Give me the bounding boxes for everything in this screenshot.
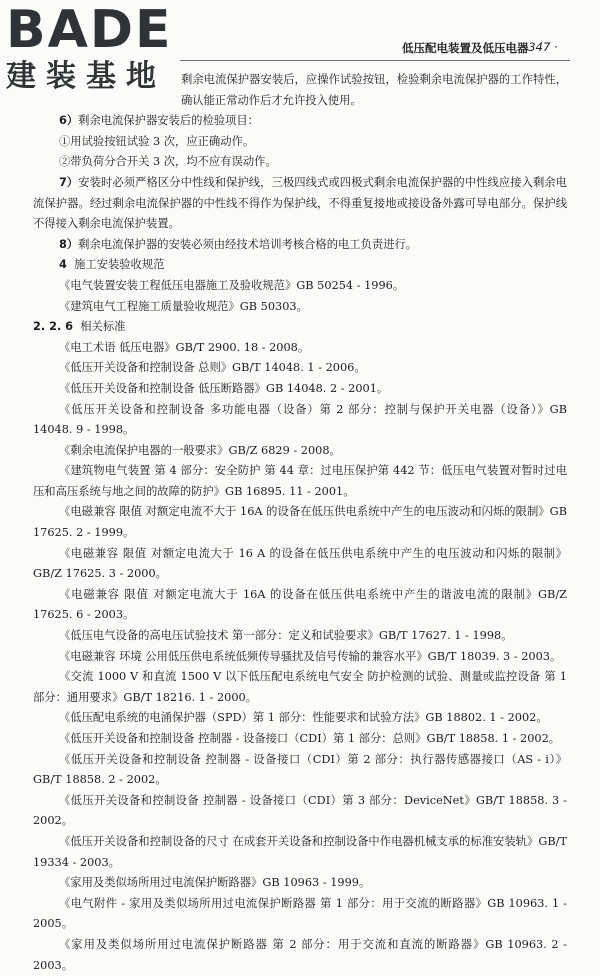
standard-ref: 《电磁兼容 限值 对额定电流大于 16 A 的设备在低压供电系统中产生的电压波动和闪烁的限制》GB/Z 17625. 3 - 2000。 bbox=[33, 546, 567, 581]
standard-ref: 《电工术语 低压电器》GB/T 2900. 18 - 2008。 bbox=[59, 340, 310, 354]
standard-ref: 《低压配电系统的电涌保护器（SPD）第 1 部分：性能要求和试验方法》GB 18802. 1 - 2002。 bbox=[59, 711, 548, 725]
standard-ref: 《电磁兼容 限值 对额定电流大于 16A 的设备在低压供电系统中产生的谐波电流的限制》GB/Z 17625. 6 - 2003。 bbox=[33, 587, 567, 622]
standard-ref: 《低压开关设备和控制设备 控制器 - 设备接口（CDI）第 3 部分：DeviceNet》GB/T 18858. 3 - 2002。 bbox=[33, 793, 567, 828]
standard-ref: 《家用及类似场所用过电流保护断路器 第 2 部分：用于交流和直流的断路器》GB 10963. 2 - 2003。 bbox=[33, 937, 567, 972]
paragraph-6-2: ②带负荷分合开关 3 次，均不应有误动作。 bbox=[59, 155, 277, 169]
item-number: 8） bbox=[59, 237, 79, 251]
standard-ref: 《交流 1000 V 和直流 1500 V 以下低压配电系统电气安全 防护检测的试验、测量或监控设备 第 1 部分：通用要求》GB/T 18216. 1 - 2000。 bbox=[33, 670, 567, 704]
paragraph-6: 6）剩余电流保护器安装后的检验项目： bbox=[59, 114, 259, 128]
item-number: 6） bbox=[59, 114, 79, 128]
paragraph-8: 8）剩余电流保护器的安装必须由经技术培训考核合格的电工负责进行。 bbox=[59, 237, 418, 251]
header-rule bbox=[180, 60, 570, 61]
paragraph-intro: 剩余电流保护器安装后，应操作试验按钮，检验剩余电流保护器的工作特性，确认能正常动作后才允许投入使用。 bbox=[181, 73, 567, 107]
logo-subtitle: 建装基地 bbox=[6, 59, 166, 94]
standard-ref: 《电气附件 - 家用及类似场所用过电流保护断路器 第 1 部分：用于交流的断路器》GB 10963. 1 - 2005。 bbox=[33, 896, 567, 931]
standard-ref: 《家用及类似场所用过电流保护断路器》GB 10963 - 1999。 bbox=[59, 876, 371, 890]
paragraph-6-1: ①用试验按钮试验 3 次，应正确动作。 bbox=[59, 134, 255, 148]
standard-ref: 《电磁兼容 环境 公用低压供电系统低频传导骚扰及信号传输的兼容水平》GB/T 18039. 3 - 2003。 bbox=[59, 649, 562, 663]
standard-ref: 《建筑电气工程施工质量验收规范》GB 50303。 bbox=[59, 299, 308, 313]
standard-ref: 《低压开关设备和控制设备 总则》GB/T 14048. 1 - 2006。 bbox=[59, 361, 366, 375]
page-body bbox=[33, 70, 567, 976]
standard-ref: 《低压开关设备和控制设备 控制器 - 设备接口（CDI）第 1 部分：总则》GB/T 18858. 1 - 2002。 bbox=[59, 732, 561, 745]
standard-ref: 《低压开关设备和控制设备的尺寸 在成套开关设备和控制设备中作电器机械支承的标准安装轨》GB/T 19334 - 2003。 bbox=[33, 834, 567, 869]
page-number: · 347 · bbox=[521, 40, 558, 54]
standard-ref: 《建筑物电气装置 第 4 部分：安全防护 第 44 章：过电压保护第 442 节：低压电气装置对暂时过电压和高压系统与地之间的故障的防护》GB 16895. 11 - 2001。 bbox=[33, 464, 567, 498]
section-heading bbox=[33, 317, 567, 338]
standard-ref: 《低压开关设备和控制设备 控制器 - 设备接口（CDI）第 2 部分：执行器传感器接口（AS - i）》GB/T 18858. 2 - 2002。 bbox=[33, 752, 567, 787]
standard-ref: 《低压开关设备和控制设备 低压断路器》GB 14048. 2 - 2001。 bbox=[59, 381, 389, 395]
running-head-title: 低压配电装置及低压电器 bbox=[402, 41, 529, 55]
section-title: 相关标准 bbox=[80, 320, 126, 334]
standard-ref: 《电磁兼容 限值 对额定电流不大于 16A 的设备在低压供电系统中产生的电压波动和闪烁的限制》GB 17625. 2 - 1999。 bbox=[33, 505, 567, 540]
standard-ref: 《低压开关设备和控制设备 多功能电器（设备）第 2 部分：控制与保护开关电器（设备）》GB 14048. 9 - 1998。 bbox=[33, 402, 567, 437]
standard-ref: 《低压电气设备的高电压试验技术 第一部分：定义和试验要求》GB/T 17627. 1 - 1998。 bbox=[59, 629, 513, 643]
subheading-4: 4 施工安装验收规范 bbox=[59, 258, 165, 272]
item-number: 7） bbox=[59, 175, 79, 189]
standard-ref: 《剩余电流保护电器的一般要求》GB/Z 6829 - 2008。 bbox=[59, 443, 341, 457]
logo-brand: BADE bbox=[6, 0, 173, 60]
paragraph-7: 7）安装时必须严格区分中性线和保护线，三极四线式或四极式剩余电流保护器的中性线应接入剩余电流保护器。经过剩余电流保护器的中性线不得作为保护线，不得重复接地或接设备外露可导电部分。保护线不得接入剩余电流保护装置。 bbox=[33, 175, 567, 231]
section-number: 2. 2. 6 bbox=[33, 320, 74, 334]
item-number: 4 bbox=[59, 258, 67, 272]
standard-ref: 《电气装置安装工程低压电器施工及验收规范》GB 50254 - 1996。 bbox=[59, 278, 405, 292]
